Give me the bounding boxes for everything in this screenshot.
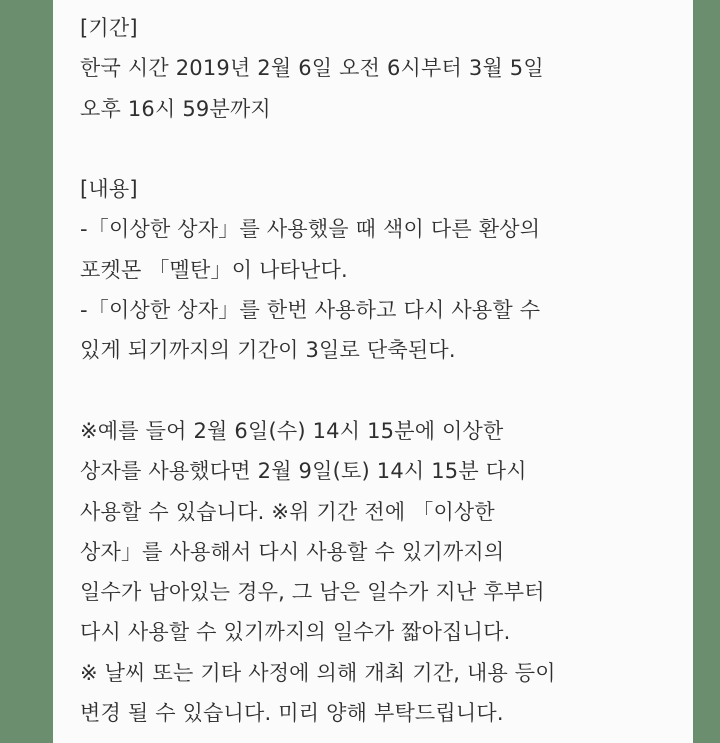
period-line-1: 한국 시간 2019년 2월 6일 오전 6시부터 3월 5일: [80, 56, 544, 81]
spacer: [80, 371, 680, 411]
note-line-6: 다시 사용할 수 있기까지의 일수가 짧아집니다.: [80, 620, 511, 645]
note-line-3: 사용할 수 있습니다. ※위 기간 전에 「이상한: [80, 499, 495, 524]
content-line-4: 있게 되기까지의 기간이 3일로 단축된다.: [80, 338, 456, 363]
note-line-8: 변경 될 수 있습니다. 미리 양해 부탁드립니다.: [80, 701, 504, 726]
note-line-1: ※예를 들어 2월 6일(수) 14시 15분에 이상한: [80, 418, 504, 443]
content-line-2: 포켓몬 「멜탄」이 나타난다.: [80, 257, 348, 282]
content-heading: [내용]: [80, 177, 138, 202]
note-line-7: ※ 날씨 또는 기타 사정에 의해 개최 기간, 내용 등이: [80, 660, 556, 685]
period-line-2: 오후 16시 59분까지: [80, 96, 271, 121]
event-text: [80, 8, 680, 733]
note-line-5: 일수가 남아있는 경우, 그 남은 일수가 지난 후부터: [80, 580, 545, 605]
content-line-3: -「이상한 상자」를 한번 사용하고 다시 사용할 수: [80, 298, 541, 323]
note-line-2: 상자를 사용했다면 2월 9일(토) 14시 15분 다시: [80, 459, 527, 484]
period-heading: [기간]: [80, 16, 138, 40]
note-line-4: 상자」를 사용해서 다시 사용할 수 있기까지의: [80, 539, 505, 564]
content-line-1: -「이상한 상자」를 사용했을 때 색이 다른 환상의: [80, 217, 541, 242]
spacer: [80, 129, 680, 169]
